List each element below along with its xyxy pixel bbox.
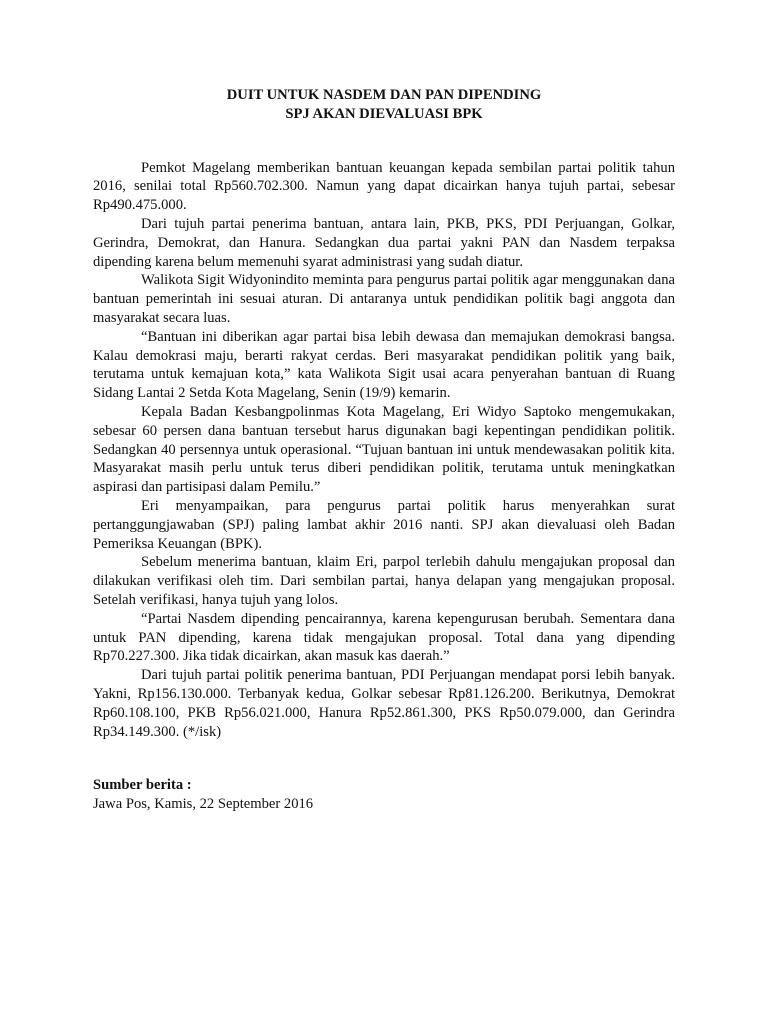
paragraph: Eri menyampaikan, para pengurus partai politik harus menyerahkan surat pertanggungjawaban (SPJ) paling lambat akhir 2016 nanti. SPJ akan dievaluasi oleh Badan Pemeriksa Keuangan (BPK). bbox=[93, 497, 675, 552]
document-page bbox=[93, 86, 675, 814]
paragraph: Dari tujuh partai politik penerima bantuan, PDI Perjuangan mendapat porsi lebih banyak. Yakni, Rp156.130.000. Terbanyak kedua, Golkar sebesar Rp81.126.200. Berikutnya, Demokrat Rp60.108.100, PKB Rp56.021.000, Hanura Rp52.861.300, PKS Rp50.079.000, dan Gerindra Rp34.149.300. (*/isk) bbox=[93, 667, 675, 740]
article-body bbox=[93, 159, 675, 742]
paragraph: “Partai Nasdem dipending pencairannya, karena kepengurusan berubah. Sementara dana untuk PAN dipending, karena tidak mengajukan proposal. Total dana yang dipending Rp70.227.300. Jika tidak dicairkan, akan masuk kas daerah.” bbox=[93, 610, 675, 665]
paragraph: “Bantuan ini diberikan agar partai bisa lebih dewasa dan memajukan demokrasi bangsa. Kalau demokrasi maju, berarti rakyat cerdas. Beri masyarakat pendidikan politik yang baik, terutama untuk kemajuan kota,” kata Walikota Sigit usai acara penyerahan bantuan di Ruang Sidang Lantai 2 Setda Kota Magelang, Senin (19/9) kemarin. bbox=[93, 328, 675, 402]
headline-line-2: SPJ AKAN DIEVALUASI BPK bbox=[285, 105, 483, 122]
paragraph: Sebelum menerima bantuan, klaim Eri, parpol terlebih dahulu mengajukan proposal dan dilakukan verifikasi oleh tim. Dari sembilan partai, hanya delapan yang mengajukan proposal. Setelah verifikasi, hanya tujuh yang lolos. bbox=[93, 554, 675, 608]
source-citation: Jawa Pos, Kamis, 22 September 2016 bbox=[93, 796, 314, 813]
paragraph: Pemkot Magelang memberikan bantuan keuangan kepada sembilan partai politik tahun 2016, senilai total Rp560.702.300. Namun yang dapat dicairkan hanya tujuh partai, sebesar Rp490.475.000. bbox=[93, 159, 675, 214]
paragraph: Walikota Sigit Widyonindito meminta para pengurus partai politik agar menggunakan dana bantuan pemerintah ini sesuai aturan. Di antaranya untuk pendidikan politik bagi anggota dan masyarakat secara luas. bbox=[93, 272, 675, 326]
source-label: Sumber berita : bbox=[93, 777, 192, 794]
source-section bbox=[93, 776, 675, 814]
headline-line-1: DUIT UNTUK NASDEM DAN PAN DIPENDING bbox=[226, 87, 542, 103]
paragraph: Dari tujuh partai penerima bantuan, antara lain, PKB, PKS, PDI Perjuangan, Golkar, Gerindra, Demokrat, dan Hanura. Sedangkan dua partai yakni PAN dan Nasdem terpaksa dipending karena belum memenuhi syarat administrasi yang sudah diatur. bbox=[93, 215, 675, 270]
paragraph: Kepala Badan Kesbangpolinmas Kota Magelang, Eri Widyo Saptoko mengemukakan, sebesar 60 persen dana bantuan tersebut harus digunakan bagi kepentingan pendidikan politik. Sedangkan 40 persennya untuk operasional. “Tujuan bantuan ini untuk mendewasakan politik kita. Masyarakat masih perlu untuk terus diberi pendidikan politik, terutama untuk meningkatkan aspirasi dan partisipasi dalam Pemilu.” bbox=[93, 403, 675, 496]
